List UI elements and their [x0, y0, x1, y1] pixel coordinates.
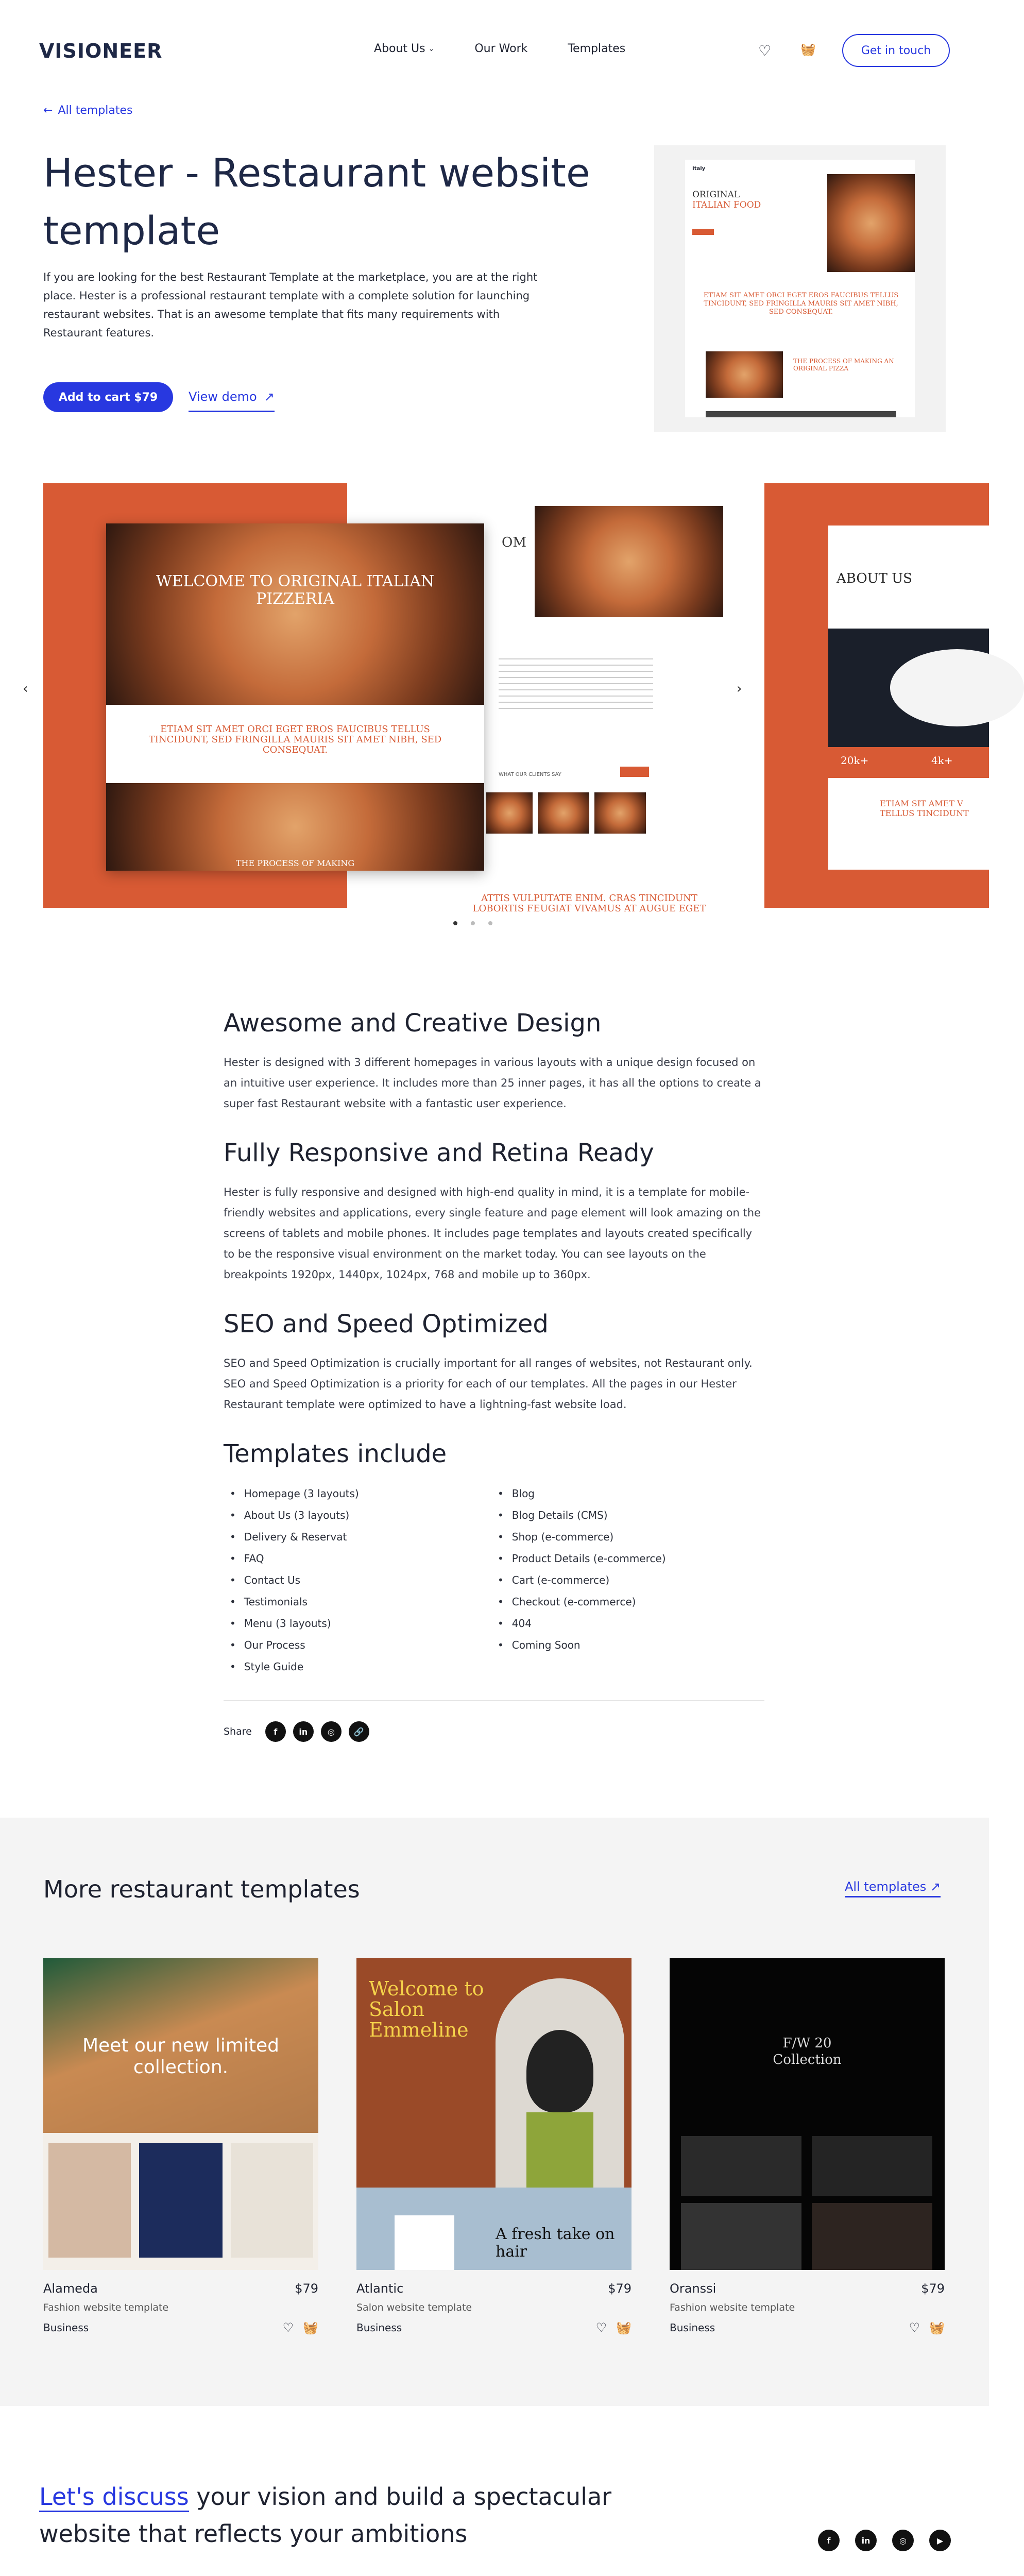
- arrow-up-right-icon: ↗: [930, 1879, 941, 1894]
- card-subtitle: Fashion website template: [670, 2302, 795, 2313]
- list-item: • Blog Details (CMS): [491, 1504, 759, 1526]
- template-card-alameda[interactable]: [43, 1958, 318, 2335]
- arrow-up-right-icon: ↗: [264, 389, 275, 404]
- carousel-dots: [453, 921, 492, 925]
- heart-icon[interactable]: ♡: [758, 42, 772, 59]
- list-item: • Menu (3 layouts): [224, 1613, 491, 1634]
- section-heading: Fully Responsive and Retina Ready: [224, 1139, 654, 1167]
- section-body: Hester is designed with 3 different homepages in various layouts with a unique design focused on an intuitive user experience. It includes more than 25 inner pages, it has all the options to create a super fast Restaurant website with a fantastic user experience.: [224, 1056, 761, 1110]
- basket-icon[interactable]: 🧺: [929, 2320, 945, 2335]
- card-image: [670, 1958, 945, 2270]
- instagram-icon[interactable]: ◎: [321, 1721, 342, 1742]
- card-thumb: [812, 2203, 932, 2270]
- facebook-icon[interactable]: f: [265, 1721, 286, 1742]
- template-card-oranssi[interactable]: [670, 1958, 945, 2335]
- more-templates-section: [0, 1818, 989, 2406]
- section-heading: SEO and Speed Optimized: [224, 1310, 549, 1338]
- slide-back-paragraph: [499, 658, 653, 710]
- youtube-icon[interactable]: ▶: [929, 2530, 951, 2551]
- slide-main-hero-image: [106, 523, 484, 705]
- card-subtitle: Fashion website template: [43, 2302, 169, 2313]
- arrow-left-icon: ←: [43, 104, 53, 117]
- section-body: Hester is fully responsive and designed with high-end quality in mind, it is a template for mobile-friendly websites and applications, every single feature and page element will look amazing on the screens of tablets and mobile phones. It includes page templates and layouts created specifically to be the responsive visual environment on the market today. You can see layouts on the breakpoints 1920px, 1440px, 1024px, 768 and mobile up to 360px.: [224, 1186, 761, 1281]
- card-category: Business: [670, 2321, 715, 2334]
- card-image: [43, 1958, 318, 2270]
- slide-main-footer-image: [106, 783, 484, 871]
- basket-icon[interactable]: 🧺: [800, 42, 816, 57]
- includes-heading: Templates include: [224, 1439, 447, 1468]
- page-title: Hester - Restaurant website template: [43, 150, 590, 253]
- carousel-dot[interactable]: [453, 921, 457, 925]
- copy-link-icon[interactable]: 🔗: [349, 1721, 369, 1742]
- template-card-atlantic[interactable]: [356, 1958, 632, 2335]
- slide-right-heading: ABOUT US: [837, 571, 912, 586]
- preview-brand: Italy: [692, 166, 706, 172]
- slide-main-banner: ETIAM SIT AMET ORCI EGET EROS FAUCIBUS TELLUS TINCIDUNT, SED FRINGILLA MAURIS SIT AMET NIBH, SED CONSEQUAT.: [148, 724, 442, 755]
- footer-social: [818, 2530, 951, 2551]
- card-portrait-top: [526, 2112, 593, 2188]
- add-to-cart-button[interactable]: Add to cart $79: [43, 382, 173, 412]
- list-item: • Blog: [491, 1483, 759, 1504]
- card-thumb: [681, 2136, 801, 2196]
- card-art-text: F/W 20 Collection: [773, 2036, 842, 2067]
- slide-back-dish-3: [594, 792, 646, 834]
- template-preview-thumbnail[interactable]: [654, 145, 946, 432]
- basket-icon[interactable]: 🧺: [303, 2320, 318, 2335]
- instagram-icon[interactable]: ◎: [892, 2530, 914, 2551]
- slide-right-banner: ETIAM SIT AMET V TELLUS TINCIDUNT: [880, 799, 969, 818]
- preview-banner: ETIAM SIT AMET ORCI EGET EROS FAUCIBUS TELLUS TINCIDUNT, SED FRINGILLA MAURIS SIT AMET NIBH, SED CONSEQUAT.: [703, 292, 899, 316]
- list-item: • Cart (e-commerce): [491, 1569, 759, 1591]
- main-nav: [374, 42, 625, 55]
- slide-right-page: [828, 526, 989, 870]
- linkedin-icon[interactable]: in: [293, 1721, 314, 1742]
- card-thumb: [231, 2143, 313, 2258]
- card-art-text: Welcome to Salon Emmeline: [369, 1977, 484, 2041]
- slide-right-dark-band: [828, 629, 989, 747]
- heart-icon[interactable]: ♡: [595, 2320, 607, 2335]
- card-art-text-2: A fresh take on hair: [496, 2225, 615, 2261]
- slide-right-stats: [828, 747, 989, 778]
- preview-footer-strip: [706, 411, 896, 417]
- slide-main-footer-text: THE PROCESS OF MAKING: [235, 858, 355, 868]
- card-thumb: [395, 2215, 454, 2270]
- slide-right-stat-2: 4k+: [931, 754, 953, 767]
- card-portrait-hair: [526, 2030, 593, 2112]
- share-label: Share: [224, 1726, 252, 1737]
- slide-back-view-all-button: [620, 767, 649, 777]
- nav-about-label: About Us: [374, 42, 425, 55]
- list-item: • FAQ: [224, 1548, 491, 1569]
- facebook-icon[interactable]: f: [818, 2530, 840, 2551]
- preview-pizza-image: [706, 351, 783, 398]
- list-item: • Style Guide: [224, 1656, 491, 1677]
- list-item: • Homepage (3 layouts): [224, 1483, 491, 1504]
- slide-back-label: WHAT OUR CLIENTS SAY: [499, 772, 561, 777]
- card-subtitle: Salon website template: [356, 2302, 472, 2313]
- card-category: Business: [43, 2321, 89, 2334]
- preview-dish-image: [827, 174, 915, 272]
- list-item: • Testimonials: [224, 1591, 491, 1613]
- card-name: Oranssi: [670, 2281, 716, 2296]
- cta-text: your vision and build a spectacular website that reflects your ambitions: [39, 2483, 612, 2548]
- nav-templates[interactable]: Templates: [568, 42, 626, 55]
- linkedin-icon[interactable]: in: [855, 2530, 877, 2551]
- slide-back-fragment: OM: [502, 535, 526, 550]
- card-image: [356, 1958, 632, 2270]
- get-in-touch-button[interactable]: Get in touch: [842, 34, 950, 67]
- card-thumb: [48, 2143, 131, 2258]
- divider: [224, 1700, 764, 1701]
- preview-process-title: THE PROCESS OF MAKING AN ORIGINAL PIZZA: [793, 358, 894, 372]
- list-item: • Shop (e-commerce): [491, 1526, 759, 1548]
- lets-discuss-link[interactable]: Let's discuss: [39, 2483, 189, 2512]
- slide-back-bottom-text: ATTIS VULPUTATE ENIM. CRAS TINCIDUNT LOBORTIS FEUGIAT VIVAMUS AT AUGUE EGET: [472, 893, 706, 914]
- list-item: • Contact Us: [224, 1569, 491, 1591]
- card-name: Atlantic: [356, 2281, 404, 2296]
- footer-cta: [39, 2478, 637, 2552]
- slide-right-backdrop: [764, 483, 989, 908]
- all-templates-back-link[interactable]: [43, 104, 132, 117]
- list-item: • Product Details (e-commerce): [491, 1548, 759, 1569]
- share-bar: [224, 1721, 764, 1742]
- slide-main-title: WELCOME TO ORIGINAL ITALIAN PIZZERIA: [156, 572, 435, 608]
- heart-icon[interactable]: ♡: [909, 2320, 920, 2335]
- carousel-prev-arrow-icon[interactable]: ‹: [23, 681, 28, 697]
- basket-icon[interactable]: 🧺: [616, 2320, 632, 2335]
- slide-back-pizza-image: [535, 506, 723, 617]
- includes-list: [224, 1483, 759, 1677]
- carousel-dot[interactable]: [488, 921, 492, 925]
- card-art-text: Meet our new limited collection.: [82, 2035, 280, 2078]
- list-item: • Coming Soon: [491, 1634, 759, 1656]
- card-price: $79: [608, 2281, 632, 2296]
- nav-about-us[interactable]: [374, 42, 434, 55]
- nav-our-work[interactable]: Our Work: [474, 42, 528, 55]
- list-item: • Our Process: [224, 1634, 491, 1656]
- all-templates-label: All templates: [845, 1879, 927, 1894]
- template-screenshots-carousel[interactable]: [0, 474, 989, 917]
- card-price: $79: [295, 2281, 318, 2296]
- slide-right-plate-image: [890, 649, 1024, 726]
- slide-right-stat-1: 20k+: [841, 754, 869, 767]
- includes-right-column: [491, 1483, 759, 1677]
- card-thumb: [139, 2143, 223, 2258]
- list-item: • About Us (3 layouts): [224, 1504, 491, 1526]
- more-templates-heading: More restaurant templates: [43, 1875, 360, 1903]
- heart-icon[interactable]: ♡: [282, 2320, 294, 2335]
- site-header: [0, 0, 989, 103]
- section-body: SEO and Speed Optimization is crucially important for all ranges of websites, not Restaurant only. SEO and Speed Optimization is a priority for each of our templates. All the pages in our Hester Restaurant template were optimized to have a lightning-fast website load.: [224, 1357, 753, 1411]
- section-heading: Awesome and Creative Design: [224, 1009, 602, 1038]
- list-item: • Checkout (e-commerce): [491, 1591, 759, 1613]
- card-name: Alameda: [43, 2281, 98, 2296]
- preview-headline-2: ITALIAN FOOD: [692, 200, 761, 210]
- carousel-next-arrow-icon[interactable]: ›: [737, 681, 742, 697]
- slide-back-dish-2: [538, 792, 589, 834]
- view-demo-label: View demo: [189, 389, 257, 404]
- all-templates-link[interactable]: [845, 1879, 941, 1897]
- card-thumb: [812, 2136, 932, 2196]
- brand-logo-text: VISIONEER: [39, 40, 163, 62]
- carousel-dot[interactable]: [471, 921, 475, 925]
- slide-main[interactable]: [106, 523, 484, 871]
- template-description: If you are looking for the best Restaurant Template at the marketplace, you are at the right place. Hester is a professional restaurant template with a complete solution for launching restaurant websites. That is an awesome template that fits many requirements with Restaurant features.: [43, 271, 538, 339]
- preview-headline-1: ORIGINAL: [692, 190, 740, 200]
- brand-logo[interactable]: [39, 40, 162, 62]
- back-link-label: All templates: [58, 104, 133, 117]
- preview-button: [692, 229, 714, 235]
- view-demo-link[interactable]: [189, 382, 275, 412]
- slide-back-dish-1: [486, 792, 533, 834]
- chevron-down-icon: ⌄: [428, 44, 435, 53]
- template-details: [224, 1008, 764, 1742]
- includes-left-column: [224, 1483, 491, 1677]
- card-thumb: [681, 2203, 801, 2270]
- list-item: • Delivery & Reservat: [224, 1526, 491, 1548]
- preview-page: [685, 160, 915, 417]
- list-item: • 404: [491, 1613, 759, 1634]
- card-price: $79: [921, 2281, 945, 2296]
- card-category: Business: [356, 2321, 402, 2334]
